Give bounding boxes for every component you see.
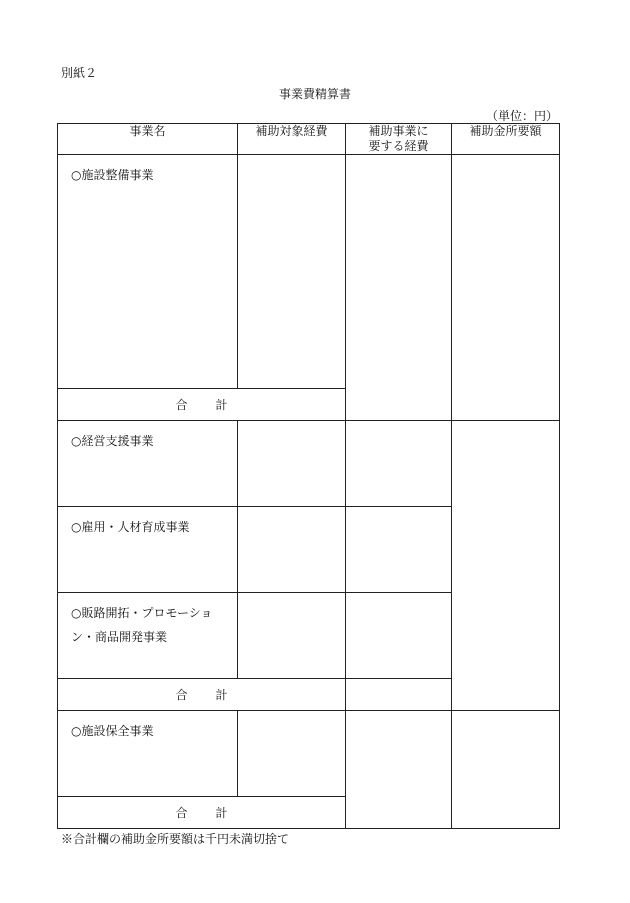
subtotal-label-3: 合 計	[58, 797, 346, 829]
footnote: ※合計欄の補助金所要額は千円未満切捨て	[61, 832, 290, 846]
cell-required	[346, 593, 452, 679]
row-sales-promotion: ○販路開拓・プロモーショ ン・商品開発事業	[58, 593, 238, 679]
table-row	[58, 711, 560, 797]
cell-required	[346, 711, 452, 829]
subtotal-label-2: 合 計	[58, 679, 346, 711]
cell-eligible	[238, 155, 346, 389]
cell-eligible	[238, 507, 346, 593]
row-management-support: ○経営支援事業	[58, 421, 238, 507]
row-facility-conservation: ○施設保全事業	[58, 711, 238, 797]
attachment-label: 別紙２	[61, 66, 98, 80]
document-title: 事業費精算書	[278, 87, 351, 101]
cell-eligible	[238, 593, 346, 679]
header-eligible-cost: 補助対象経費	[238, 124, 346, 155]
table-row	[58, 421, 560, 507]
cell-required	[346, 155, 452, 421]
cell-subsidy	[452, 711, 560, 829]
row-facility-maintenance: ○施設整備事業	[58, 155, 238, 389]
row-employment-training: ○雇用・人材育成事業	[58, 507, 238, 593]
unit-label: （単位：円）	[485, 109, 558, 123]
table-header-row	[58, 124, 560, 155]
cell-eligible	[238, 711, 346, 797]
header-subsidy-amount: 補助金所要額	[452, 124, 560, 155]
cell-eligible	[238, 421, 346, 507]
cell-required	[346, 421, 452, 507]
header-project-name: 事業名	[58, 124, 238, 155]
table-row	[58, 155, 560, 389]
cell-subsidy	[452, 155, 560, 421]
cell-required	[346, 679, 452, 711]
header-required-cost: 補助事業に 要する経費	[346, 124, 452, 155]
settlement-table	[57, 123, 560, 829]
cell-required	[346, 507, 452, 593]
subtotal-label-1: 合 計	[58, 389, 346, 421]
cell-subsidy	[452, 421, 560, 711]
